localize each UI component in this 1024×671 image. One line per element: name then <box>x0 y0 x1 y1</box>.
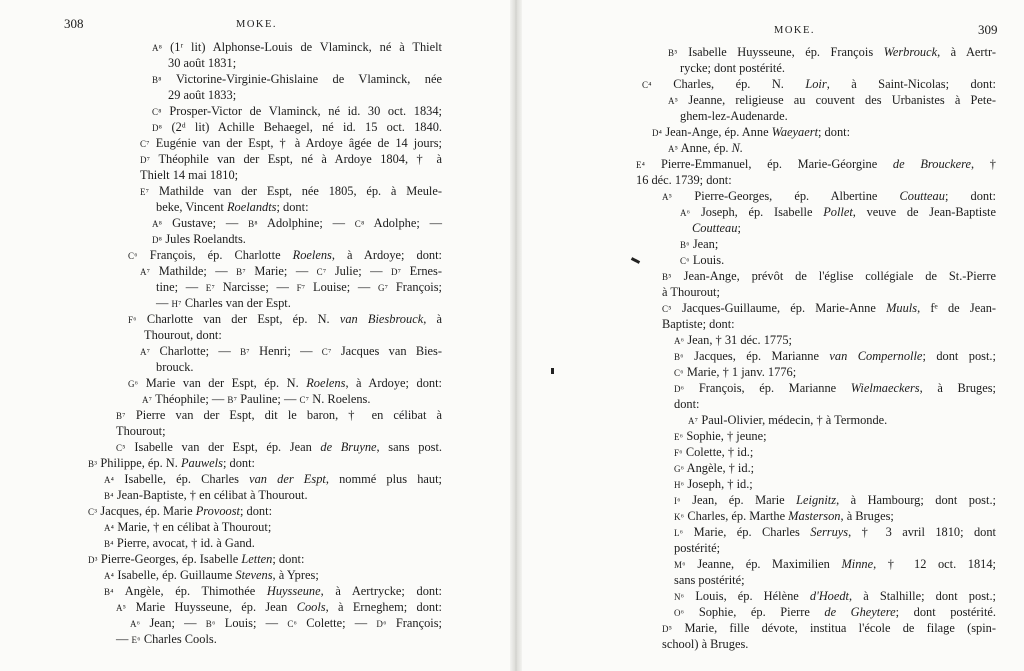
text-line: tine; — E⁷ Narcisse; — F⁷ Louise; — G⁷ François; <box>156 280 442 294</box>
text-line: D⁴ Jean-Ange, ép. Anne Waeyaert; dont: <box>652 125 851 139</box>
text-line: rycke; dont postérité. <box>680 61 785 75</box>
text-line: C⁵ Isabelle van der Espt, ép. Jean de Bruyne, sans post. <box>116 440 443 454</box>
page-number: 309 <box>978 22 998 37</box>
text-line: A⁶ Joseph, ép. Isabelle Pollet, veuve de Jean-Baptiste <box>680 205 996 219</box>
text-line: school) à Bruges. <box>662 637 749 651</box>
text-line: brouck. <box>156 360 194 374</box>
text-line: B⁵ Isabelle Huysseune, ép. François Werbrouck, à Aertr- <box>668 45 996 59</box>
text-line: C⁷ Eugénie van der Espt, † à Ardoye âgée de 14 jours; <box>140 136 442 150</box>
text-line: A⁸ (1ʳ lit) Alphonse-Louis de Vlaminck, né à Thielt <box>152 40 442 54</box>
text-line: A⁵ Marie Huysseune, ép. Jean Cools, à Erneghem; dont: <box>116 600 442 614</box>
text-line: ghem-lez-Audenarde. <box>680 109 788 123</box>
text-line: — E⁶ Charles Cools. <box>116 632 217 646</box>
running-head: MOKE. <box>774 25 816 36</box>
text-line: H⁶ Joseph, † id.; <box>674 477 753 491</box>
text-line: sans postérité; <box>674 573 745 587</box>
text-line: C⁸ Prosper-Victor de Vlaminck, né id. 30 oct. 1834; <box>152 104 442 118</box>
text-line: à Thourout; <box>662 285 720 299</box>
text-line: D³ Pierre-Georges, ép. Isabelle Letten; dont: <box>88 552 305 566</box>
text-line: C⁶ Louis. <box>680 253 725 267</box>
text-line: postérité; <box>674 541 721 555</box>
text-line: dont: <box>674 397 700 411</box>
right-page <box>520 0 1024 671</box>
text-line: Coutteau; <box>692 221 741 235</box>
text-line: — H⁷ Charles van der Espt. <box>156 296 291 310</box>
text-line: A⁵ Anne, ép. N. <box>668 141 743 155</box>
text-line: B⁵ Jean-Ange, prévôt de l'église collégiale de St.-Pierre <box>662 269 996 283</box>
text-line: 30 août 1831; <box>168 56 237 70</box>
text-line: Thielt 14 mai 1810; <box>140 168 239 182</box>
text-line: Thourout; <box>116 424 166 438</box>
text-line: C⁶ Marie, † 1 janv. 1776; <box>674 365 797 379</box>
text-line: M⁶ Jeanne, ép. Maximilien Minne, † 12 oct. 1814; <box>674 557 996 571</box>
text-line: O⁶ Sophie, ép. Pierre de Gheytere; dont postérité. <box>674 605 996 619</box>
text-line: D⁸ (2ᵈ lit) Achille Behaegel, né id. 15 oct. 1840. <box>152 120 442 134</box>
text-line: 16 déc. 1739; dont: <box>636 173 732 187</box>
text-line: B⁶ Jean; <box>680 237 719 251</box>
text-line: E⁶ Sophie, † jeune; <box>674 429 767 443</box>
text-line: 29 août 1833; <box>168 88 237 102</box>
stray-mark <box>551 368 554 374</box>
text-line: A⁵ Jeanne, religieuse au couvent des Urbanistes à Pete- <box>668 93 996 107</box>
text-line: D⁷ Théophile van der Espt, né à Ardoye 1804, † à <box>140 152 442 166</box>
text-line: A⁷ Paul-Olivier, médecin, † à Termonde. <box>688 413 888 427</box>
text-line: B⁴ Jean-Baptiste, † en célibat à Thourout. <box>104 488 308 502</box>
text-line: D⁶ François, ép. Marianne Wielmaeckers, à Bruges; <box>674 381 996 395</box>
text-line: L⁶ Marie, ép. Charles Serruys, † 3 avril 1810; dont <box>674 525 997 539</box>
text-line: beke, Vincent Roelandts; dont: <box>156 200 309 214</box>
text-line: A⁴ Marie, † en célibat à Thourout; <box>104 520 272 534</box>
text-line: Baptiste; dont: <box>662 317 735 331</box>
text-line: C⁵ Jacques-Guillaume, ép. Marie-Anne Muuls, fᵉ de Jean- <box>662 301 997 315</box>
text-line: G⁶ Marie van der Espt, ép. N. Roelens, à Ardoye; dont: <box>128 376 443 390</box>
text-line: G⁶ Angèle, † id.; <box>674 461 755 475</box>
running-head: MOKE. <box>236 19 278 30</box>
stray-mark <box>631 257 640 264</box>
text-line: I⁶ Jean, ép. Marie Leignitz, à Hambourg; dont post.; <box>674 493 996 507</box>
text-line: A⁴ Isabelle, ép. Charles van der Espt, nommé plus haut; <box>104 472 442 486</box>
text-line: C⁶ François, ép. Charlotte Roelens, à Ardoye; dont: <box>128 248 442 262</box>
text-line: F⁶ Colette, † id.; <box>674 445 754 459</box>
text-line: C³ Jacques, ép. Marie Provoost; dont: <box>88 504 273 518</box>
text-line: A⁴ Isabelle, ép. Guillaume Stevens, à Ypres; <box>104 568 319 582</box>
text-line: A⁵ Pierre-Georges, ép. Albertine Coutteau; dont: <box>662 189 996 203</box>
text-line: D⁵ Marie, fille dévote, institua l'école de filage (spin- <box>662 621 996 635</box>
text-line: A⁸ Gustave; — B⁸ Adolphine; — C⁸ Adolphe; — <box>152 216 442 230</box>
text-line: C⁴ Charles, ép. N. Loir, à Saint-Nicolas; dont: <box>642 77 996 91</box>
text-line: F⁶ Charlotte van der Espt, ép. N. van Biesbrouck, à <box>128 312 442 326</box>
text-line: A⁶ Jean, † 31 déc. 1775; <box>674 333 792 347</box>
text-line: D⁸ Jules Roelandts. <box>152 232 246 246</box>
text-line: A⁶ Jean; — B⁶ Louis; — C⁶ Colette; — D⁶ François; <box>130 616 442 630</box>
text-line: Thourout, dont: <box>144 328 222 342</box>
text-line: B⁴ Angèle, ép. Thimothée Huysseune, à Aertrycke; dont: <box>104 584 442 598</box>
text-line: A⁷ Théophile; — B⁷ Pauline; — C⁷ N. Roelens. <box>142 392 371 406</box>
text-line: B⁷ Pierre van der Espt, dit le baron, † en célibat à <box>116 408 442 422</box>
text-line: E⁴ Pierre-Emmanuel, ép. Marie-Géorgine de Brouckere, † <box>636 157 996 171</box>
page-number: 308 <box>64 16 84 31</box>
text-line: A⁷ Mathilde; — B⁷ Marie; — C⁷ Julie; — D⁷ Ernes- <box>140 264 442 278</box>
text-line: B³ Philippe, ép. N. Pauwels; dont: <box>88 456 255 470</box>
text-line: A⁷ Charlotte; — B⁷ Henri; — C⁷ Jacques van Bies- <box>140 344 443 358</box>
text-line: B⁴ Pierre, avocat, † id. à Gand. <box>104 536 255 550</box>
text-line: K⁶ Charles, ép. Marthe Masterson, à Bruges; <box>674 509 894 523</box>
text-line: E⁷ Mathilde van der Espt, née 1805, ép. à Meule- <box>140 184 442 198</box>
text-line: N⁶ Louis, ép. Hélène d'Hoedt, à Stalhille; dont post.; <box>674 589 996 603</box>
text-line: B⁶ Jacques, ép. Marianne van Compernolle; dont post.; <box>674 349 996 363</box>
text-line: B⁸ Victorine-Virginie-Ghislaine de Vlaminck, née <box>152 72 442 86</box>
